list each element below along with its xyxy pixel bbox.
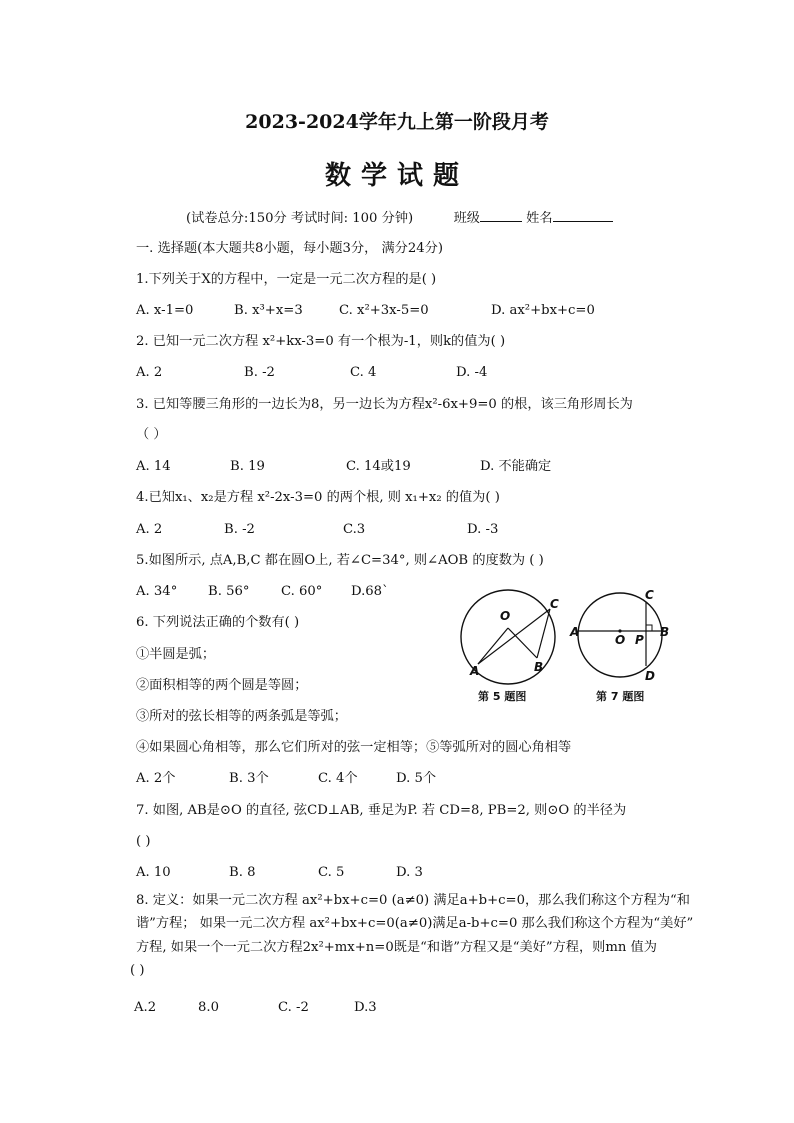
- question-6-statement-4: ④如果圆心角相等，那么它们所对的弦一定相等；⑤等弧所对的圆心角相等: [136, 740, 572, 755]
- figure-7-label-d: D: [645, 669, 655, 683]
- figure-7-right-angle-mark: [646, 625, 652, 631]
- figure-7-label-p: P: [635, 633, 644, 647]
- option-b: B. -2: [224, 522, 255, 537]
- figure-7-label-c: C: [645, 588, 654, 602]
- question-5-stem: 5.如图所示, 点A,B,C 都在圆O上, 若∠C=34°, 则∠AOB 的度数为 ( ): [136, 553, 544, 568]
- question-6-stem: 6. 下列说法正确的个数有( ): [136, 615, 300, 630]
- option-b: B. -2: [244, 365, 275, 380]
- option-a: A. 2: [136, 522, 163, 537]
- figure-7-diagram: [568, 584, 672, 688]
- option-d: D.3: [354, 1000, 377, 1015]
- class-label: 班级: [453, 211, 480, 226]
- figure-5-label-b: B: [534, 660, 544, 674]
- option-b: B. 19: [230, 459, 265, 474]
- question-6-statement-2: ②面积相等的两个圆是等圆；: [136, 678, 308, 693]
- question-3-stem: 3. 已知等腰三角形的一边长为8，另一边长为方程x²-6x+9=0 的根，该三角形周长为: [136, 397, 633, 412]
- option-d: D. -4: [456, 365, 488, 380]
- option-a: A.2: [134, 1000, 157, 1015]
- figure-5-label-o: O: [500, 609, 511, 623]
- question-3-stem-cont: （ ）: [136, 427, 167, 442]
- option-d: D. -3: [467, 522, 499, 537]
- question-7-stem-cont: ( ): [136, 834, 151, 849]
- option-c: C. -2: [278, 1000, 309, 1015]
- option-b: B. 8: [229, 865, 256, 880]
- exam-subject: 数学试题: [324, 161, 469, 191]
- option-c: C. 4: [350, 365, 377, 380]
- figure-5-chord-bc: [537, 609, 550, 658]
- figure-7-label-a: A: [570, 625, 580, 639]
- question-7-stem: 7. 如图, AB是⊙O 的直径, 弦CD⊥AB, 垂足为P. 若 CD=8, PB=2, 则⊙O 的半径为: [136, 803, 627, 818]
- class-field: [480, 208, 522, 222]
- name-field: [553, 208, 613, 222]
- option-d: D.68`: [351, 584, 389, 599]
- question-1-stem: 1.下列关于X的方程中，一定是一元二次方程的是( ): [136, 272, 437, 287]
- question-4-stem: 4.已知x₁、x₂是方程 x²-2x-3=0 的两个根, 则 x₁+x₂ 的值为( ): [136, 490, 500, 505]
- question-8-stem-cont-2: 方程, 如果一个一元二次方程2x²+mx+n=0既是“和谐”方程又是“美好”方程，则mn 值为: [136, 940, 657, 955]
- option-b: B. 56°: [208, 584, 250, 599]
- question-8-stem-cont-3: ( ): [130, 963, 145, 978]
- figure-5-radius-ob: [508, 628, 537, 658]
- option-c: C. 4个: [318, 771, 358, 786]
- question-6-statement-1: ①半圆是弧；: [136, 647, 216, 662]
- exam-info: (试卷总分:150分 考试时间: 100 分钟): [186, 211, 414, 226]
- option-c: C. 5: [318, 865, 345, 880]
- figure-5-chord-ac: [478, 609, 550, 664]
- option-c: C. 60°: [281, 584, 323, 599]
- option-b: B. x³+x=3: [234, 303, 303, 318]
- question-8-stem: 8. 定义：如果一元二次方程 ax²+bx+c=0 (a≠0) 满足a+b+c=0，那么我们称这个方程为“和: [136, 893, 690, 908]
- exam-title: 2023-2024学年九上第一阶段月考: [245, 111, 549, 133]
- option-c: C. 14或19: [346, 459, 411, 474]
- option-a: A. 10: [136, 865, 171, 880]
- option-a: A. 34°: [136, 584, 178, 599]
- figure-7-caption: 第 7 题图: [596, 690, 645, 703]
- option-b: 8.0: [198, 1000, 219, 1015]
- option-d: D. 5个: [396, 771, 437, 786]
- exam-info-row: [186, 208, 613, 228]
- option-a: A. 14: [136, 459, 171, 474]
- name-label: 姓名: [526, 211, 553, 226]
- question-8-stem-cont-1: 谐”方程； 如果一元二次方程 ax²+bx+c=0(a≠0)满足a-b+c=0 那么我们称这个方程为“美好”: [136, 916, 694, 931]
- option-d: D. 3: [396, 865, 423, 880]
- figure-5-caption: 第 5 题图: [478, 690, 527, 703]
- figure-5-radius-oa: [478, 628, 508, 664]
- option-a: A. x-1=0: [136, 303, 194, 318]
- option-c: C. x²+3x-5=0: [339, 303, 429, 318]
- figure-5-diagram: [450, 588, 574, 688]
- option-d: D. 不能确定: [480, 459, 552, 474]
- section-heading: 一. 选择题(本大题共8小题，每小题3分， 满分24分): [136, 241, 443, 256]
- figure-5-label-a: A: [470, 664, 480, 678]
- question-6-statement-3: ③所对的弦长相等的两条弧是等弧；: [136, 709, 347, 724]
- option-a: A. 2个: [136, 771, 176, 786]
- figure-7-label-o: O: [615, 633, 626, 647]
- option-c: C.3: [343, 522, 366, 537]
- figure-5-label-c: C: [550, 597, 559, 611]
- question-2-stem: 2. 已知一元二次方程 x²+kx-3=0 有一个根为-1，则k的值为( ): [136, 334, 506, 349]
- option-d: D. ax²+bx+c=0: [491, 303, 595, 318]
- option-a: A. 2: [136, 365, 163, 380]
- figure-7-label-b: B: [660, 625, 670, 639]
- option-b: B. 3个: [229, 771, 269, 786]
